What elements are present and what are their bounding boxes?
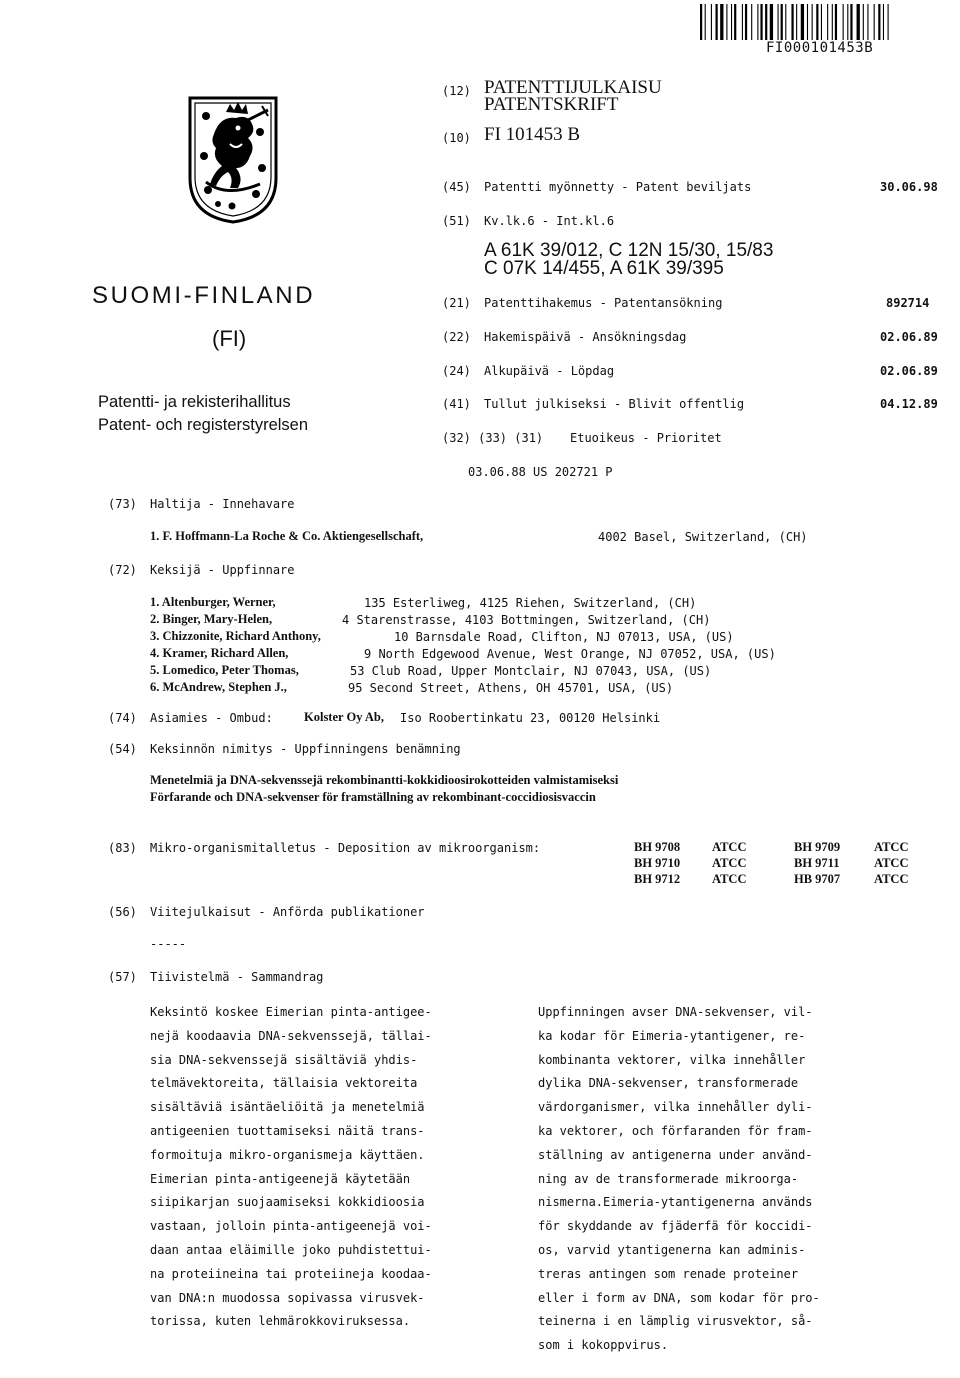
code-56-number: (56)	[108, 905, 137, 919]
classification-line-2: C 07K 14/455, A 61K 39/395	[484, 258, 724, 279]
code-83-label: Mikro-organismitalletus - Deposition av mikroorganism:	[150, 841, 541, 855]
code-22-value: 02.06.89	[880, 330, 938, 344]
agent-name: Kolster Oy Ab,	[304, 710, 384, 724]
code-51-number: (51)	[442, 214, 471, 228]
office-name-fi: Patentti- ja rekisterihallitus	[98, 393, 291, 411]
code-21-number: (21)	[442, 296, 471, 310]
code-83-number: (83)	[108, 841, 137, 855]
code-22-number: (22)	[442, 330, 471, 344]
code-74-label: Asiamies - Ombud:	[150, 711, 273, 725]
deposit-code: BH 9708	[634, 840, 681, 854]
invention-title-fi: Menetelmiä ja DNA-sekvenssejä rekombinantti-kokkidioosirokotteiden valmistamiseksi	[150, 773, 619, 787]
deposit-code: HB 9707	[794, 872, 841, 886]
inventor-address: 95 Second Street, Athens, OH 45701, USA, (US)	[348, 681, 674, 695]
agent-address: Iso Roobertinkatu 23, 00120 Helsinki	[400, 711, 661, 725]
code-24-value: 02.06.89	[880, 364, 938, 378]
priority-label: Etuoikeus - Prioritet	[570, 431, 722, 445]
code-56-label: Viitejulkaisut - Anförda publikationer	[150, 905, 425, 919]
deposit-authority: ATCC	[874, 856, 909, 870]
country-name: SUOMI-FINLAND	[92, 282, 316, 309]
code-54-label: Keksinnön nimitys - Uppfinningens benämning	[150, 742, 461, 756]
code-45-value: 30.06.98	[880, 180, 938, 194]
coat-of-arms-seal	[186, 94, 280, 226]
holder-name: 1. F. Hoffmann-La Roche & Co. Aktiengesellschaft,	[150, 529, 424, 543]
code-72-label: Keksijä - Uppfinnare	[150, 563, 295, 577]
code-12-number: (12)	[442, 84, 471, 98]
inventor-name: 2. Binger, Mary-Helen,	[150, 612, 273, 626]
code-45-label: Patentti myönnetty - Patent beviljats	[484, 180, 752, 194]
inventor-name: 1. Altenburger, Werner,	[150, 595, 276, 609]
classification-line-1: A 61K 39/012, C 12N 15/30, 15/83	[484, 240, 774, 261]
inventor-address: 53 Club Road, Upper Montclair, NJ 07043, USA, (US)	[350, 664, 712, 678]
deposit-authority: ATCC	[874, 840, 909, 854]
code-54-number: (54)	[108, 742, 137, 756]
inventor-address: 4 Starenstrasse, 4103 Bottmingen, Switzerland, (CH)	[342, 613, 711, 627]
barcode	[700, 4, 952, 40]
deposit-code: BH 9710	[634, 856, 681, 870]
code-10-number: (10)	[442, 131, 471, 145]
inventor-address: 9 North Edgewood Avenue, West Orange, NJ 07052, USA, (US)	[364, 647, 776, 661]
code-45-number: (45)	[442, 180, 471, 194]
code-24-number: (24)	[442, 364, 471, 378]
code-57-number: (57)	[108, 970, 137, 984]
inventor-name: 5. Lomedico, Peter Thomas,	[150, 663, 299, 677]
priority-value: 03.06.88 US 202721 P	[468, 465, 613, 479]
code-24-label: Alkupäivä - Löpdag	[484, 364, 615, 378]
abstract-text-sv: Uppfinningen avser DNA-sekvenser, vil- ka kodar för Eimeria-ytantigener, re- kombinanta vektorer, vilka innehåller dylika DNA-sekvenser, transformerade värdorganismer, vilka innehåller dyli- ka vektorer, och förfaranden för fram- ställning av antigenerna under använd- ning av de transformerade mikroorga- nismerna.Eimeria-ytantigenerna används för skyddande av fjäderfä för koccidi- os, varvid ytantigenerna kan adminis- treras antingen som renade proteiner eller i form av DNA, som kodar för pro- teinerna i en lämplig virusvektor, så- som i kokoppvirus.	[538, 1005, 820, 1353]
inventor-name: 3. Chizzonite, Richard Anthony,	[150, 629, 321, 643]
deposit-authority: ATCC	[874, 872, 909, 886]
document-number-header: FI000101453B	[766, 40, 874, 56]
code-73-number: (73)	[108, 497, 137, 511]
code-32-33-31-numbers: (32) (33) (31)	[442, 431, 544, 445]
publication-type-fi: PATENTTIJULKAISU	[484, 77, 662, 98]
inventor-address: 10 Barnsdale Road, Clifton, NJ 07013, USA, (US)	[394, 630, 734, 644]
code-57-label: Tiivistelmä - Sammandrag	[150, 970, 324, 984]
deposit-code: BH 9712	[634, 872, 681, 886]
inventor-name: 6. McAndrew, Stephen J.,	[150, 680, 287, 694]
invention-title-sv: Förfarande och DNA-sekvenser för framställning av rekombinant-coccidiosisvaccin	[150, 790, 596, 804]
deposit-authority: ATCC	[712, 840, 747, 854]
inventor-address: 135 Esterliweg, 4125 Riehen, Switzerland, (CH)	[364, 596, 697, 610]
office-name-sv: Patent- och registerstyrelsen	[98, 416, 309, 434]
inventor-name: 4. Kramer, Richard Allen,	[150, 646, 289, 660]
code-21-label: Patenttihakemus - Patentansökning	[484, 296, 723, 310]
deposit-code: BH 9709	[794, 840, 841, 854]
patent-number: FI 101453 B	[484, 124, 581, 145]
code-41-number: (41)	[442, 397, 471, 411]
deposit-authority: ATCC	[712, 856, 747, 870]
deposit-code: BH 9711	[794, 856, 840, 870]
country-code: (FI)	[212, 326, 247, 351]
code-72-number: (72)	[108, 563, 137, 577]
code-21-value: 892714	[886, 296, 930, 310]
code-41-label: Tullut julkiseksi - Blivit offentlig	[484, 397, 745, 411]
code-51-label: Kv.lk.6 - Int.kl.6	[484, 214, 615, 228]
deposit-authority: ATCC	[712, 872, 747, 886]
holder-address: 4002 Basel, Switzerland, (CH)	[598, 530, 808, 544]
code-74-number: (74)	[108, 711, 137, 725]
code-73-label: Haltija - Innehavare	[150, 497, 295, 511]
code-22-label: Hakemispäivä - Ansökningsdag	[484, 330, 687, 344]
code-41-value: 04.12.89	[880, 397, 938, 411]
publication-type-sv: PATENTSKRIFT	[484, 94, 619, 115]
cited-publications-value: -----	[150, 937, 187, 951]
abstract-text-fi: Keksintö koskee Eimerian pinta-antigee- nejä koodaavia DNA-sekvenssejä, tällai- sia DNA-sekvenssejä sisältäviä yhdis- telmävektoreita, tällaisia vektoreita sisältäviä isäntäeliöitä ja menetelmiä antigeenien tuottamiseksi näitä trans- formoituja mikro-organismeja käyttäen. Eimerian pinta-antigeenejä käytetään siipikarjan suojaamiseksi kokkidioosia vastaan, jolloin pinta-antigeenejä voi- daan antaa eläimille joko puhdistettui- na proteiineina tai proteiineja koodaa- van DNA:n muodossa sopivassa virusvek- torissa, kuten lehmärokkoviruksessa.	[150, 1005, 432, 1329]
